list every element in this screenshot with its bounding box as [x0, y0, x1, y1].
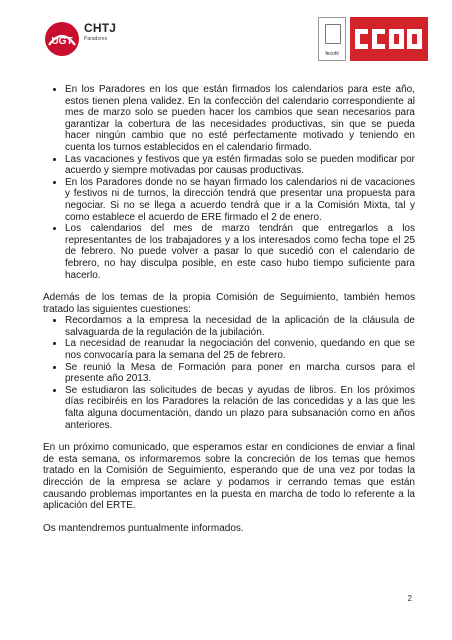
list-item: • En los Paradores donde no se hayan firmado los calendarios ni de vacaciones y festivos ni de turnos, la dirección tendrá que presentar una propuesta para negociar. Si no se llega a acuerdo tendrá que ir a la Comisión Mixta, tal y como establece el acuerdo de ERE firmado el 2 de enero. [65, 177, 415, 223]
chtj-subtitle: Paradores [84, 36, 108, 42]
paragraph-other-topics-intro: Además de los temas de la propia Comisión de Seguimiento, también hemos tratado las siguientes cuestiones: [43, 292, 415, 315]
list-item: • La necesidad de reanudar la negociación del convenio, quedando en que se nos convocaría para la semana del 25 de febrero. [65, 338, 415, 361]
list-item: • Se estudiaron las solicitudes de becas y ayudas de libros. En los próximos días recibiréis en los Paradores la relación de las concedidas y a las que les falta alguna documentación, dando un plazo para subsanación como en años anteriores. [65, 385, 415, 431]
document-body [43, 84, 415, 534]
list-item: • Las vacaciones y festivos que ya estén firmadas solo se pueden modificar por acuerdo y siempre motivadas por causas productivas. [65, 154, 415, 177]
bullet-list-calendars [43, 84, 415, 281]
fecohl-label: fecohl [325, 51, 339, 57]
page-number: 2 [407, 594, 412, 603]
ccoo-logo [350, 17, 428, 61]
bullet-list-other-topics [43, 315, 415, 431]
chtj-title: CHTJ [84, 21, 117, 35]
list-item: • Recordamos a la empresa la necesidad de la aplicación de la cláusula de salvaguarda de la regulación de la jubilación. [65, 315, 415, 338]
list-item: • En los Paradores en los que están firmados los calendarios para este año, estos tienen plena validez. En la confección del calendario correspondiente al mes de marzo solo se pueden hacer los cambios que sean necesarios para garantizar la cobertura de las necesidades productivas, sin que se pueda hacer ningún cambio que no esté perfectamente motivado y teniendo en cuenta los turnos establecidos en el calendario firmado. [65, 84, 415, 154]
paragraph-next-communication: En un próximo comunicado, que esperamos estar en condiciones de enviar a final de esta semana, os informaremos sobre la concreción de los temas que hemos tratado en la Comisión de Seguimiento, esperando que de una vez por todas la dirección de la empresa se aclare y podamos ir cerrando temas que están causando problemas importantes en la puesta en marcha de todo lo referente a la aplicación del ERTE. [43, 442, 415, 512]
fecohl-logo [318, 17, 346, 61]
chtj-logo [84, 22, 116, 43]
fecohl-emblem-icon [325, 24, 341, 44]
list-item: • Se reunió la Mesa de Formación para poner en marcha cursos para el presente año 2013. [65, 362, 415, 385]
letterhead [0, 0, 452, 78]
ugt-logo [44, 21, 80, 57]
closing-line: Os mantendremos puntualmente informados. [43, 522, 244, 534]
list-item: • Los calendarios del mes de marzo tendrán que entregarlos a los representantes de los trabajadores y a los interesados como fecha tope el 25 de febrero. No puede volver a pasar lo que sucedió con el calendario de febrero, no hay disculpa posible, en este caso hubo tiempo suficiente para hacerlo. [65, 223, 415, 281]
ccoo-logo-text: CCOO [387, 59, 391, 60]
ugt-logo-text: UGT [51, 36, 73, 47]
